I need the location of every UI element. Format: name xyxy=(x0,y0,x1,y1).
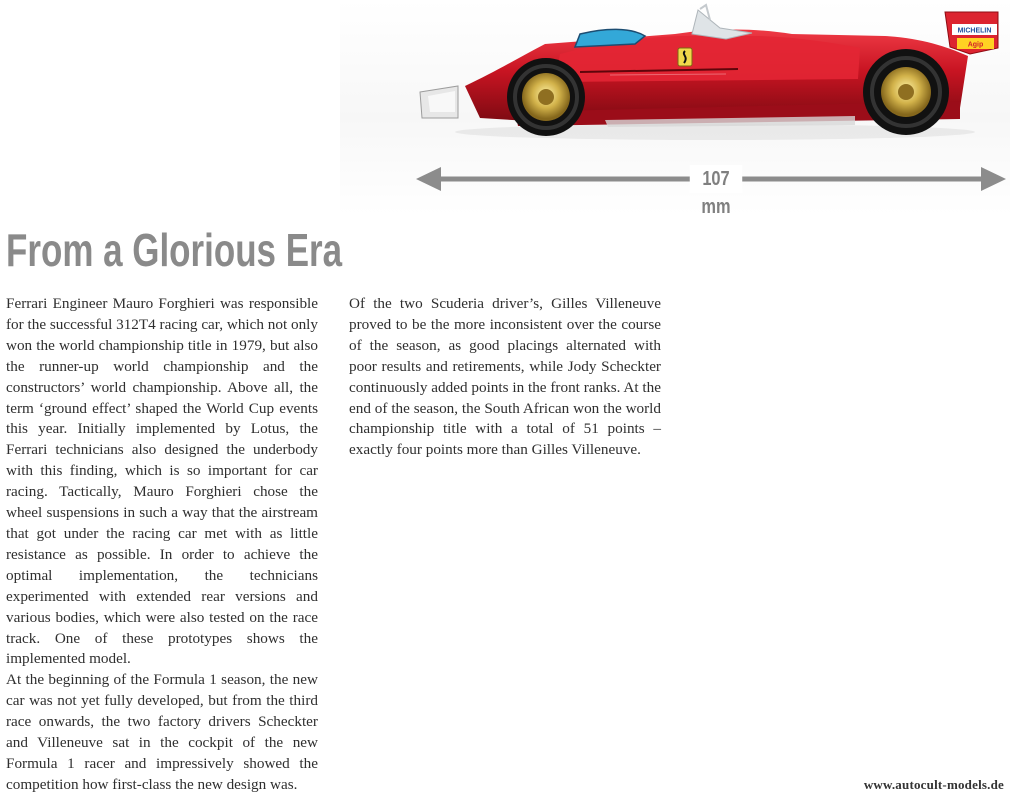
article-paragraph: Ferrari Engineer Mauro Forghieri was responsible for the successful 312T4 racing car, which not only won the world championship title in 1979, but also the runner-up world championship and the constructors’ world championship. Above all, the term ‘ground effect’ shaped the World Cup events this year. Initially implemented by Lotus, the Ferrari technicians also designed the underbody with this finding, which is so important for car racing. Tactically, Mauro Forghieri chose the wheel suspensions in such a way that the airstream that got under the racing car met with as little resistance as possible. In order to achieve the optimal implementation, the technicians experimented with extended rear versions and various bodies, which were also tested on the race track. One of these prototypes shows the implemented model. xyxy=(6,295,318,668)
length-dimension xyxy=(416,160,1006,218)
article-paragraph: At the beginning of the Formula 1 season, the new car was not yet fully developed, but from the third race onwards, the two factory drivers Scheckter and Villeneuve sat in the cockpit of the new Formula 1 racer and impressively showed the competition how first-class the new design was. xyxy=(6,671,318,793)
ferrari-312t4-model-image xyxy=(400,0,1010,145)
article-title: From a Glorious Era xyxy=(6,224,343,276)
front-wheel-icon xyxy=(507,58,585,136)
website-url: www.autocult-models.de xyxy=(863,777,1004,792)
article-paragraph: Of the two Scuderia driver’s, Gilles Villeneuve proved to be the more inconsistent over the course of the season, as good placings alternated with poor results and retirements, while Jody Scheckter continuously added points in the front ranks. At the end of the season, the South African won the world championship title with a total of 51 points – exactly four points more than Gilles Villeneuve. xyxy=(349,295,661,459)
article-column-left xyxy=(6,294,318,796)
agip-decal: Agip xyxy=(967,41,984,49)
rear-wheel-icon xyxy=(863,49,949,135)
dimension-label: 107 mm xyxy=(690,165,742,193)
michelin-decal: MICHELIN xyxy=(957,27,992,35)
article-column-right xyxy=(349,294,661,461)
